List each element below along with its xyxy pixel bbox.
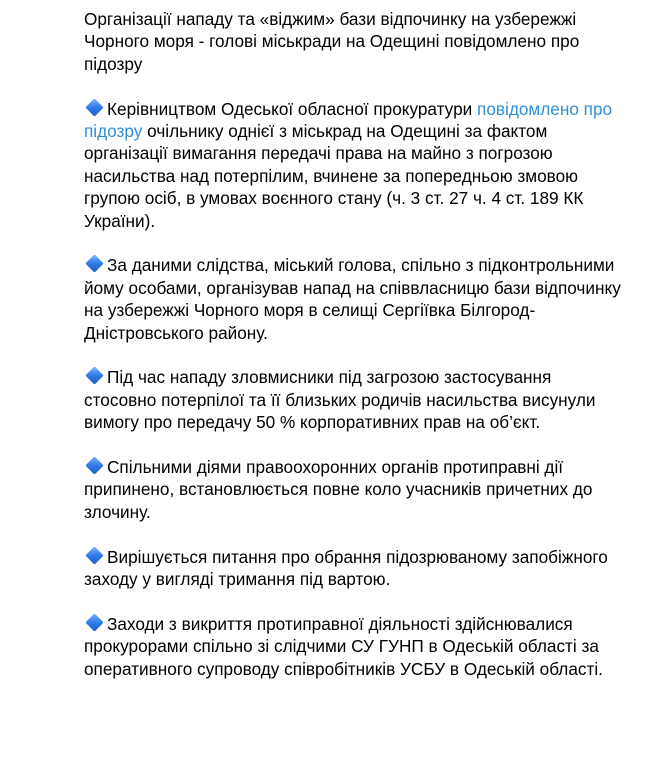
paragraph-text: Вирішується питання про обрання підозрюваному запобіжного заходу у вигляді тримання під вартою. — [84, 546, 608, 590]
blue-diamond-icon — [85, 456, 103, 474]
paragraph-text: Під час нападу зловмисники під загрозою застосування стосовно потерпілої та її близьких родичів насильства висунули вимогу про передачу 50 % корпоративних прав на об’єкт. — [84, 367, 596, 433]
paragraph-charge — [84, 98, 624, 232]
blue-diamond-icon — [85, 367, 103, 385]
message-post — [84, 8, 624, 680]
blue-diamond-icon — [85, 98, 103, 116]
blue-diamond-icon — [85, 613, 103, 631]
paragraph-attack — [84, 366, 624, 433]
paragraph-text: Заходи з викриття протиправної діяльності здійснювалися прокурорами спільно зі слідчими СУ ГУНП в Одеській області за оперативного супроводу співробітників УСБУ в Одеській області. — [84, 613, 603, 679]
paragraph-detention — [84, 546, 624, 591]
paragraph-text: Спільними діями правоохоронних органів протиправні дії припинено, встановлюється повне коло учасників причетних до злочину. — [84, 457, 593, 522]
suspicion-notice-link[interactable]: повідомлено про підозру — [84, 98, 613, 142]
paragraph-investigation — [84, 254, 624, 344]
paragraph-text-after-link: очільнику однієї з міськрад на Одещині за фактом організації вимагання передачі права на майно з погрозою насильства над потерпілим, вчинене за попередньою змовою групою осіб, в умовах воєнного стану (ч. 3 ст. 27 ч. 4 ст. 189 КК України). — [84, 121, 584, 231]
paragraph-text: За даними слідства, міський голова, спільно з підконтрольними йому особами, організував напад на співвласницю бази відпочинку на узбережжі Чорного моря в селищі Сергіївка Білгород-Дністровського району. — [84, 255, 621, 343]
blue-diamond-icon — [85, 255, 103, 273]
post-title: Організації нападу та «віджим» бази відпочинку на узбережжі Чорного моря - голові міськради на Одещині повідомлено про підозру — [84, 9, 580, 74]
paragraph-measures — [84, 613, 624, 680]
paragraph-stopped — [84, 456, 624, 523]
blue-diamond-icon — [85, 546, 103, 564]
paragraph-text-before-link: Керівництвом Одеської обласної прокуратури — [107, 98, 478, 119]
